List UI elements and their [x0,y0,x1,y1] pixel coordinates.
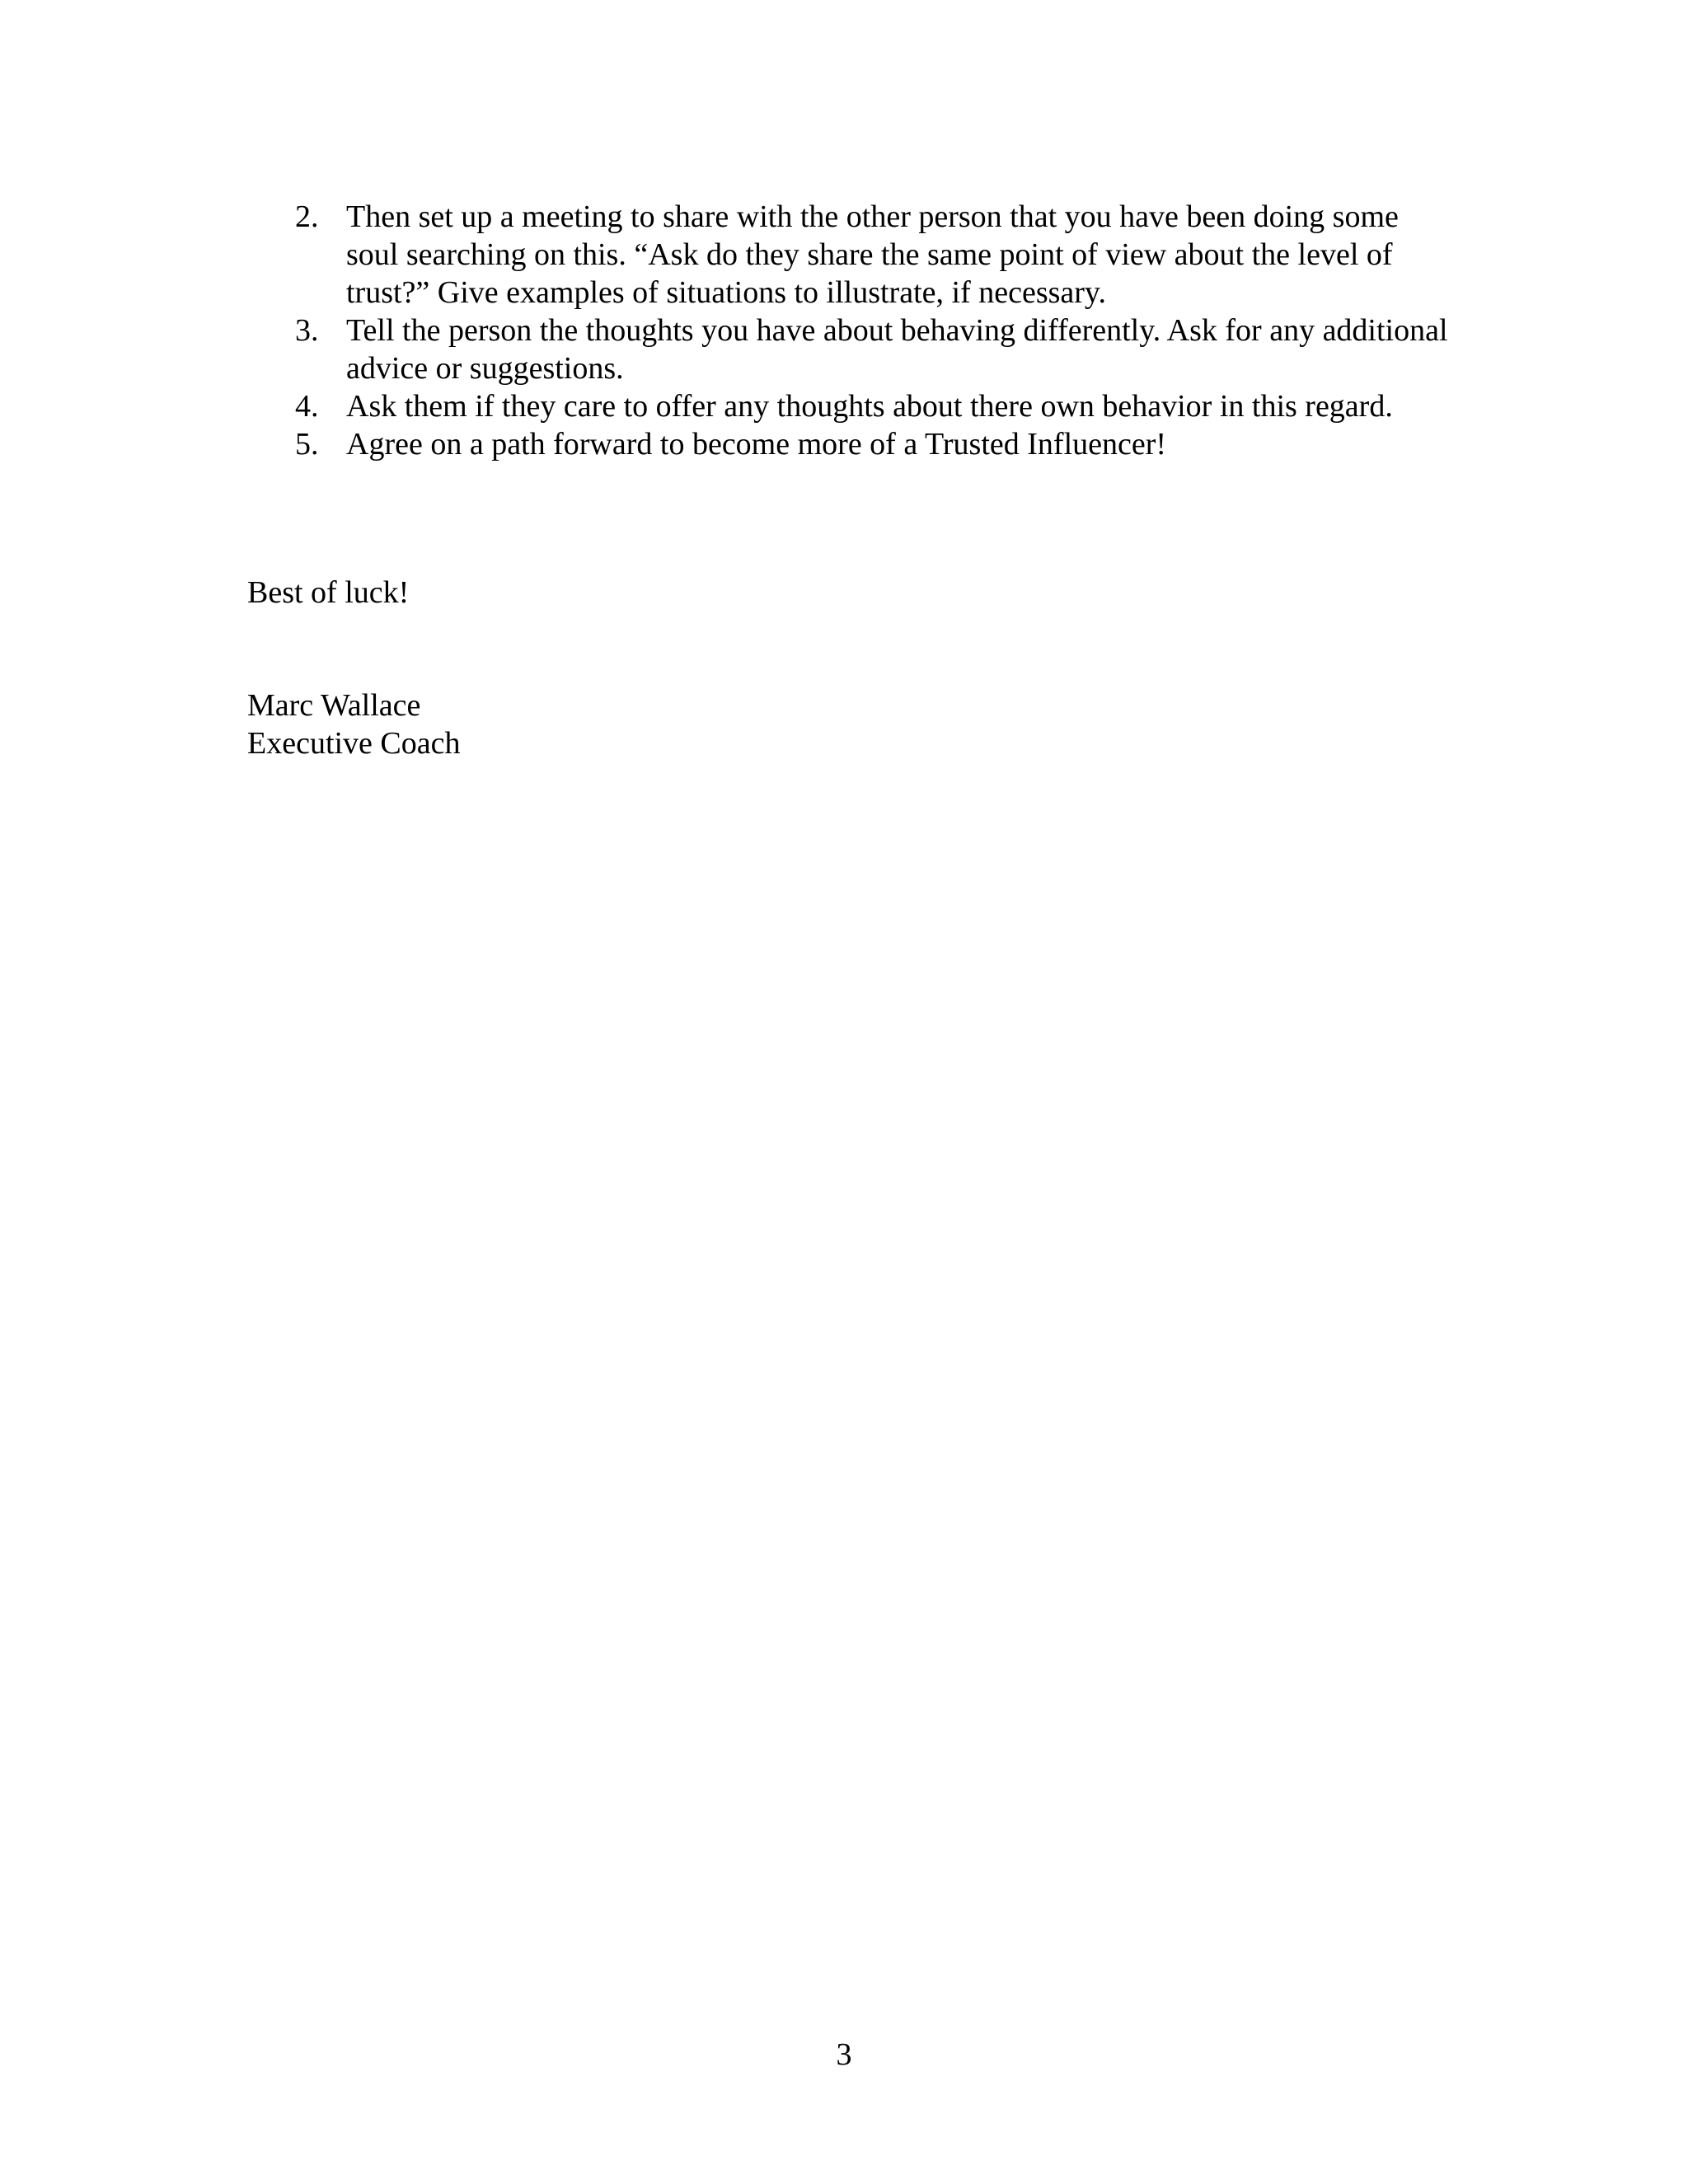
list-item-number: 5. [295,427,319,462]
signature-title: Executive Coach [247,726,461,761]
list-item-text: Agree on a path forward to become more of a Trusted Influencer! [346,427,1167,462]
list-item-number: 4. [295,389,319,424]
list-item [247,425,1451,463]
closing-line: Best of luck! [247,575,410,610]
list-item [247,198,1451,312]
list-item-number: 3. [295,313,319,348]
list-item [247,312,1451,387]
numbered-steps-list [247,198,1451,463]
signature-name: Marc Wallace [247,688,421,723]
list-item [247,387,1451,425]
list-item-number: 2. [295,199,319,234]
list-item-text: Ask them if they care to offer any thoughts about there own behavior in this regard. [346,389,1393,424]
list-item-text: Tell the person the thoughts you have about behaving differently. Ask for any additional advice or suggestions. [346,313,1448,386]
page-number: 3 [836,2037,852,2072]
list-item-text: Then set up a meeting to share with the other person that you have been doing some soul searching on this. “Ask do they share the same point of view about the level of trust?” Give examples of situations to illustrate, if necessary. [346,199,1399,310]
